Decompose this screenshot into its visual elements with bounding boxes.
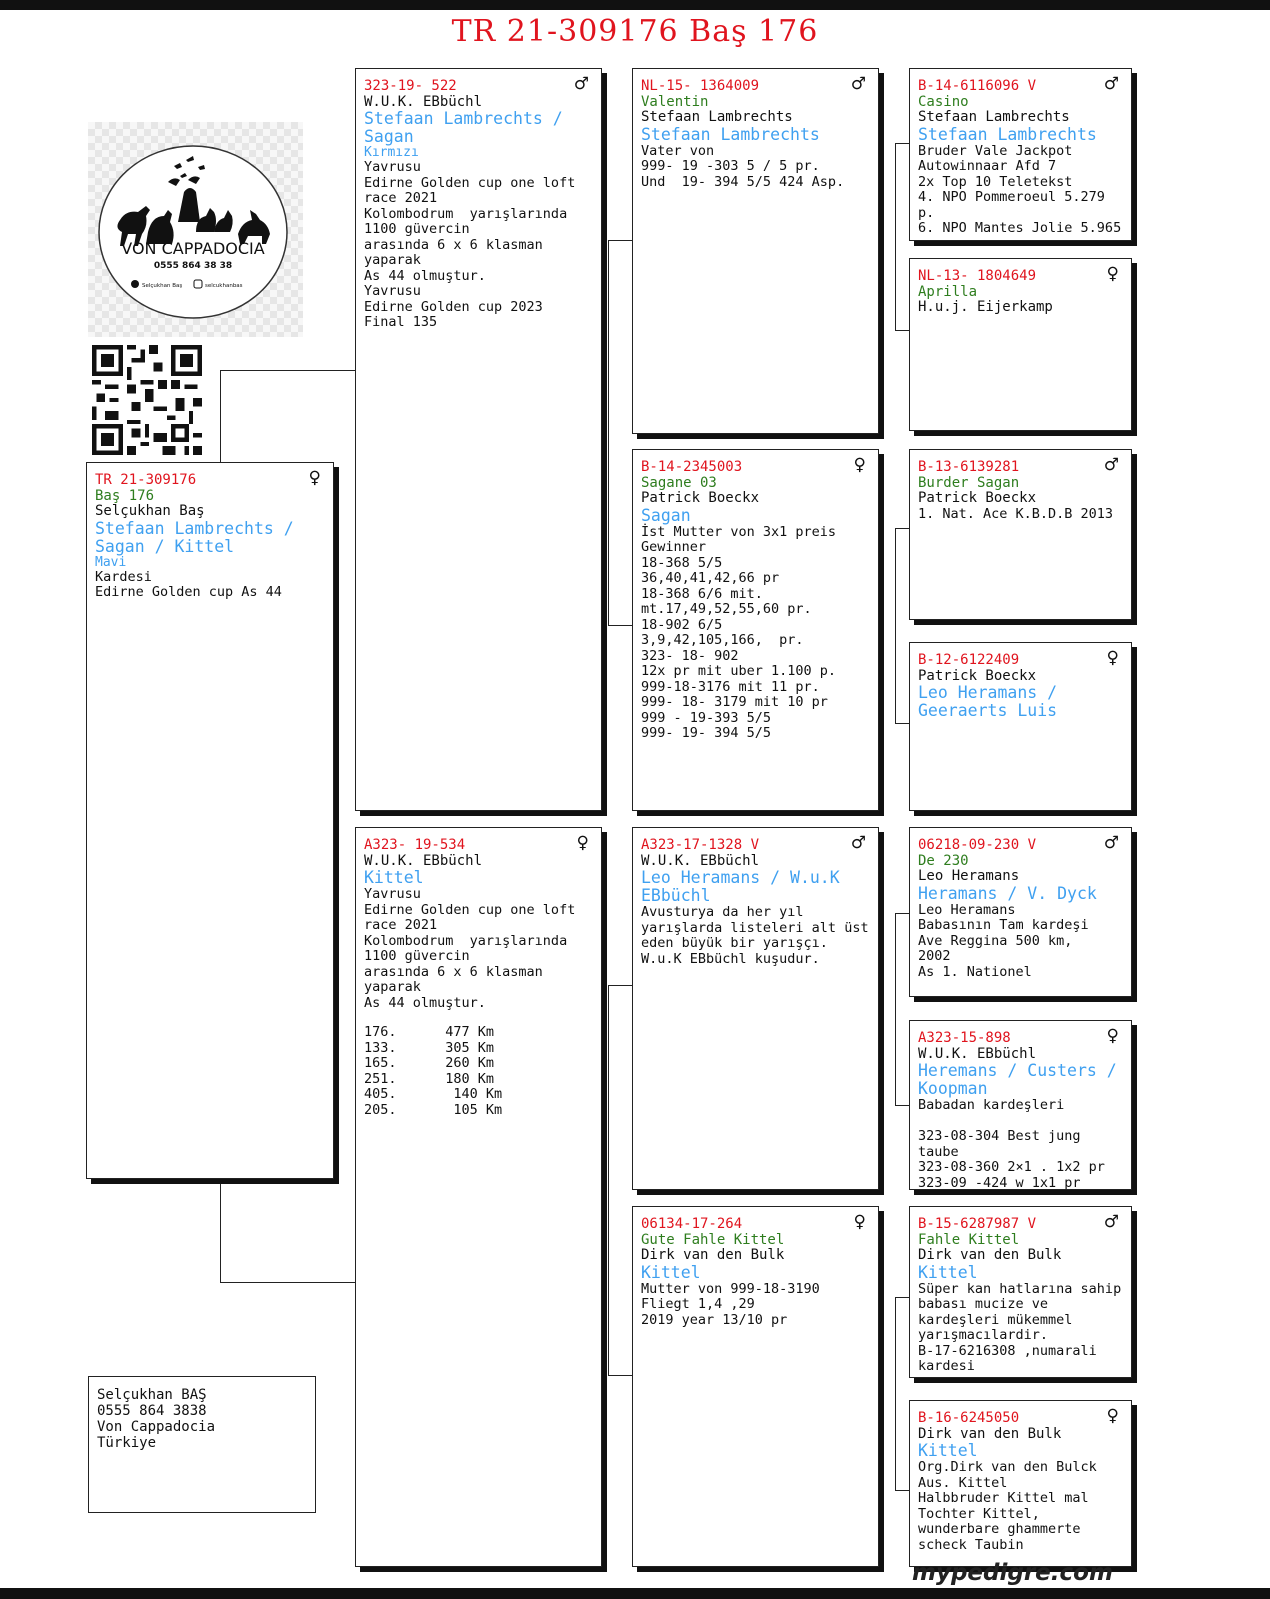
owner-name: Leo Heramans [918, 868, 1020, 884]
female-icon: ♀ [1106, 1406, 1119, 1426]
pigeon-card-subject[interactable] [86, 462, 334, 1179]
logo-phone: 0555 864 38 38 [153, 261, 233, 271]
connector [608, 240, 609, 625]
male-icon: ♂ [850, 833, 866, 853]
connector [895, 1297, 909, 1298]
race-results: 176. 477 Km 133. 305 Km 165. 260 Km 251. 180 Km 405. 140 Km 205. 105 Km [364, 1024, 503, 1118]
ring-number: 06134-17-264 [641, 1216, 743, 1232]
owner-name: Patrick Boeckx [641, 490, 760, 506]
strain: Stefaan Lambrechts [918, 124, 1097, 144]
owner-name: Patrick Boeckx [918, 667, 1037, 684]
strain: Heremans / Custers / Koopman [918, 1061, 1117, 1098]
notes: Org.Dirk van den Bulck Aus. Kittel Halbbruder Kittel mal Tochter Kittel, wunderbare ghammerte scheck Taubin [918, 1459, 1097, 1553]
connector [895, 143, 896, 330]
pigeon-card-sire-dam[interactable] [632, 449, 879, 811]
pigeon-color: Mavi [95, 554, 127, 570]
strain: Sagan [641, 505, 691, 525]
ring-number: B-14-6116096 V [918, 78, 1037, 94]
pigeon-name: De 230 [918, 852, 969, 869]
pigeon-card-sire-dam-dam[interactable] [909, 642, 1132, 811]
pigeon-card-dam-dam[interactable] [632, 1206, 879, 1567]
male-icon: ♂ [573, 74, 589, 94]
strain: Heramans / V. Dyck [918, 883, 1097, 903]
von-cappadocia-logo [88, 122, 303, 337]
male-icon: ♂ [850, 74, 866, 94]
male-icon: ♂ [1103, 1212, 1119, 1232]
strain: Leo Heramans / Geeraerts Luis [918, 683, 1058, 720]
connector [895, 528, 896, 723]
strain: Stefaan Lambrechts / Sagan / Kittel [95, 518, 294, 556]
ring-number: NL-15- 1364009 [641, 78, 760, 94]
ring-number: A323-17-1328 V [641, 837, 760, 853]
pigeon-card-sire[interactable] [355, 68, 602, 811]
strain: Stefaan Lambrechts / Sagan [364, 109, 563, 146]
male-icon: ♂ [1103, 455, 1119, 475]
strain: Kittel [918, 1441, 978, 1460]
logo-facebook: Selçukhan Baş [142, 283, 183, 289]
connector [895, 330, 909, 331]
breeder-contact: Selçukhan BAŞ 0555 864 3838 Von Cappadocia Türkiye [88, 1376, 316, 1513]
ring-number: B-15-6287987 V [918, 1216, 1037, 1232]
pigeon-color: Kırmızı [364, 145, 419, 160]
ring-number: 323-19- 522 [364, 78, 457, 94]
notes: Leo Heramans Babasının Tam kardeşi Ave Reggina 500 km, 2002 As 1. Nationel [918, 901, 1089, 980]
pigeon-card-dam[interactable] [355, 827, 602, 1567]
connector [220, 370, 221, 462]
female-icon: ♀ [1106, 264, 1119, 284]
connector [895, 1297, 896, 1490]
connector [895, 913, 896, 1105]
connector [608, 985, 609, 1375]
notes: Avusturya da her yıl yarışlarda listeleri alt üst eden büyük bir yarışçı. W.u.K EBbüchl kuşudur. [641, 904, 869, 967]
pigeon-name: Burder Sagan [918, 474, 1020, 491]
pigeon-name: Aprilla [918, 283, 978, 300]
owner-name: Stefaan Lambrechts [641, 109, 793, 125]
ring-number: A323- 19-534 [364, 837, 466, 853]
owner-name: W.U.K. EBbüchl [641, 852, 760, 869]
pigeon-card-dam-dam-sire[interactable] [909, 1206, 1132, 1378]
connector [895, 1490, 909, 1491]
ring-number: B-12-6122409 [918, 652, 1020, 668]
notes: 1. Nat. Ace K.B.D.B 2013 [918, 505, 1114, 522]
connector [220, 370, 355, 371]
notes: Süper kan hatlarına sahip babası mucize ve kardeşleri mükemmel yarışmacılardir. B-17-6216308 ,numarali kardesi [918, 1280, 1122, 1374]
ring-number: B-16-6245050 [918, 1410, 1020, 1426]
connector [220, 1282, 355, 1283]
strain: Kittel [641, 1262, 701, 1282]
strain: Kittel [364, 868, 424, 887]
connector [895, 913, 909, 914]
pigeon-name: Fahle Kittel [918, 1231, 1020, 1248]
male-icon: ♂ [1103, 833, 1119, 853]
pigeon-name: Sagane 03 [641, 474, 717, 491]
owner-name: W.U.K. EBbüchl [918, 1045, 1037, 1062]
female-icon: ♀ [1106, 648, 1119, 668]
owner-name: Patrick Boeckx [918, 490, 1037, 506]
ring-number: 06218-09-230 V [918, 837, 1037, 853]
qr-code[interactable] [92, 345, 202, 455]
owner-name: Stefaan Lambrechts [918, 109, 1070, 125]
pigeon-card-dam-sire-dam[interactable] [909, 1020, 1132, 1190]
notes: Kardesi Edirne Golden cup As 44 [95, 568, 282, 600]
male-icon: ♂ [1103, 74, 1119, 94]
connector [895, 723, 909, 724]
owner-name: Dirk van den Bulk [918, 1425, 1062, 1442]
pigeon-name: Gute Fahle Kittel [641, 1231, 785, 1248]
notes: Vater von 999- 19 -303 5 / 5 pr. Und 19- 394 5/5 424 Asp. [641, 142, 845, 190]
ring-number: TR 21-309176 [95, 472, 197, 488]
notes: Mutter von 999-18-3190 Fliegt 1,4 ,29 2019 year 13/10 pr [641, 1280, 820, 1328]
pigeon-card-sire-sire-dam[interactable] [909, 258, 1132, 431]
pigeon-card-sire-sire-sire[interactable] [909, 68, 1132, 241]
pigeon-card-sire-dam-sire[interactable] [909, 449, 1132, 620]
owner-name: Dirk van den Bulk [641, 1247, 785, 1263]
pigeon-name: Baş 176 [95, 487, 155, 504]
pigeon-card-dam-sire-sire[interactable] [909, 827, 1132, 997]
connector [608, 625, 632, 626]
female-icon: ♀ [853, 1212, 866, 1232]
female-icon: ♀ [308, 468, 321, 488]
female-icon: ♀ [576, 833, 589, 853]
watermark[interactable]: mypedigre.com [912, 1560, 1113, 1586]
pigeon-name: Casino [918, 93, 969, 110]
notes: Yavrusu Edirne Golden cup one loft race 2021 Kolombodrum yarışlarında 1100 güvercin arasında 6 x 6 klasman yaparak As 44 olmuştur. Yavrusu Edirne Golden cup 2023 Final 135 [364, 159, 576, 330]
logo-instagram: selcukhanbas [205, 283, 243, 289]
connector [220, 1180, 221, 1282]
bottom-border [0, 1588, 1270, 1599]
ring-number: A323-15-898 [918, 1030, 1011, 1046]
owner-name: W.U.K. EBbüchl [364, 852, 483, 869]
connector [608, 985, 632, 986]
strain: Stefaan Lambrechts [641, 124, 820, 144]
connector [895, 1105, 909, 1106]
female-icon: ♀ [853, 455, 866, 475]
strain: Kittel [918, 1262, 978, 1282]
logo-name: VON CAPPADOCIA [121, 239, 265, 258]
top-border [0, 0, 1270, 10]
pigeon-card-dam-dam-dam[interactable] [909, 1400, 1132, 1567]
owner-name: Dirk van den Bulk [918, 1247, 1062, 1263]
facebook-icon [131, 280, 139, 288]
ring-number: NL-13- 1804649 [918, 268, 1037, 284]
pigeon-card-dam-sire[interactable] [632, 827, 879, 1190]
connector [608, 240, 632, 241]
notes: Yavrusu Edirne Golden cup one loft race 2021 Kolombodrum yarışlarında 1100 güvercin arasında 6 x 6 klasman yaparak As 44 olmuştur. [364, 886, 576, 1011]
notes: Bruder Vale Jackpot Autowinnaar Afd 7 2x Top 10 Teletekst 4. NPO Pommeroeul 5.279 p. 6. NPO Mantes Jolie 5.965 [918, 142, 1122, 236]
owner-name: H.u.j. Eijerkamp [918, 299, 1053, 315]
pigeon-name: Valentin [641, 93, 709, 110]
owner-name: W.U.K. EBbüchl [364, 93, 483, 110]
notes: İst Mutter von 3x1 preis Gewinner 18-368 5/5 36,40,41,42,66 pr 18-368 6/6 mit. mt.17,49,52,55,60 pr. 18-902 6/5 3,9,42,105,166, pr. 323- 18- 902 12x pr mit uber 1.100 p. 999-18-3176 mit 11 pr. 999- 18- 3179 mit 10 pr 999 - 19-393 5/5 999- 19- 394 5/5 [641, 523, 837, 741]
page-title: TR 21-309176 Baş 176 [451, 14, 819, 49]
connector [895, 528, 909, 529]
owner-name: Selçukhan Baş [95, 503, 205, 519]
connector [608, 1375, 632, 1376]
notes: Babadan kardeşleri 323-08-304 Best jung taube 323-08-360 2×1 . 1x2 pr 323-09 -424 w 1x1 pr [918, 1097, 1105, 1190]
ring-number: B-14-2345003 [641, 459, 743, 475]
female-icon: ♀ [1106, 1026, 1119, 1046]
pigeon-card-sire-sire[interactable] [632, 68, 879, 434]
ring-number: B-13-6139281 [918, 459, 1020, 475]
connector [895, 143, 909, 144]
strain: Leo Heramans / W.u.K EBbüchl [641, 868, 840, 905]
